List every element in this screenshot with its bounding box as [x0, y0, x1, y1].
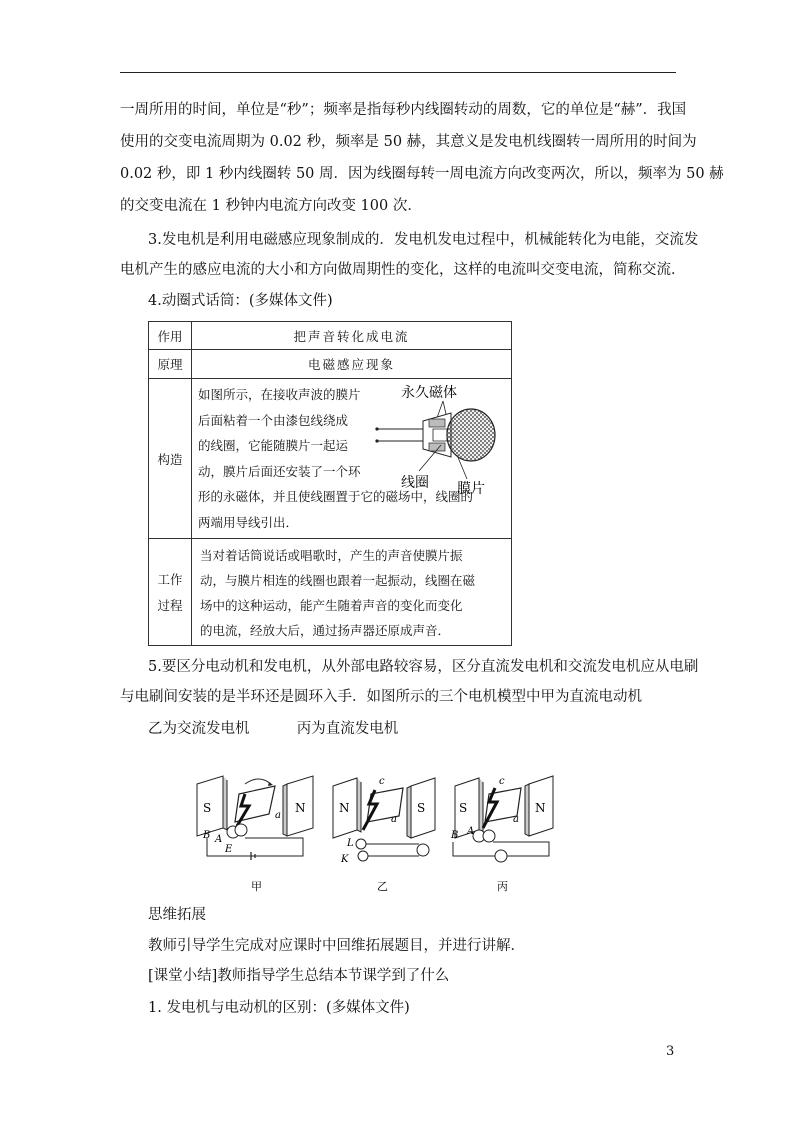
three-motor-models-figure: [195, 772, 555, 892]
label-membrane: 膜片: [457, 481, 485, 495]
label-ac-generator: 乙为交流发电机: [148, 721, 250, 737]
text-line: 一周所用的时间，单位是“秒”；频率是指每秒内线圈转动的周数，它的单位是“赫”．我国: [120, 102, 687, 118]
row-body: [192, 539, 512, 646]
letter: A: [215, 834, 223, 845]
cell-line: 当对着话筒说话或唱歌时，产生的声音使膜片振: [200, 548, 463, 563]
row-body: 把声音转化成电流: [192, 322, 512, 350]
cell-line: 动，与膜片相连的线圈也跟着一起振动，线圈在磁: [200, 573, 476, 588]
letter: K: [341, 854, 349, 865]
row-body: [192, 379, 512, 539]
label-dc-generator: 丙为直流发电机: [296, 721, 399, 737]
letter: B: [203, 830, 211, 841]
cell-line: 的线圈，它能随膜片一起运: [198, 438, 349, 453]
text-line: 0.02 秒，即 1 秒内线圈转 50 周．因为线圈每转一周电流方向改变两次，所以，频率为 50 赫: [120, 166, 724, 182]
header-rule: [120, 72, 676, 73]
cell-line: 形的永磁体，并且使线圈置于它的磁场中，线圈的: [198, 489, 474, 504]
row-head: 原理: [149, 350, 192, 379]
caption: 甲: [251, 880, 262, 892]
class-summary: [课堂小结]教师指导学生总结本节课学到了什么: [148, 968, 450, 984]
caption: 乙: [377, 880, 388, 892]
model-jia: [197, 776, 313, 892]
text-line: 5.要区分电动机和发电机，从外部电路较容易，区分直流发电机和交流发电机应从电刷: [148, 659, 699, 675]
letter: a: [513, 814, 519, 825]
page-number: 3: [666, 1044, 675, 1059]
text-line: 电机产生的感应电流的大小和方向做周期性的变化，这样的电流叫交变电流，简称交流．: [120, 262, 686, 278]
table-row: [149, 350, 512, 379]
row-body: 电磁感应现象: [192, 350, 512, 379]
letter: S: [417, 801, 426, 815]
letter: B: [451, 830, 459, 841]
letter: N: [535, 801, 546, 815]
table-row: [149, 539, 512, 646]
letter: S: [459, 801, 468, 815]
row-head: [149, 539, 192, 646]
letter: S: [203, 801, 212, 815]
text-line: 3.发电机是利用电磁感应现象制成的．发电机发电过程中，机械能转化为电能，交流发: [148, 232, 699, 248]
row-head-line: 过程: [157, 598, 183, 613]
item-moving-coil-microphone: 4.动圈式话筒：(多媒体文件): [148, 293, 333, 309]
letter: a: [275, 810, 281, 821]
row-head: 构造: [149, 379, 192, 539]
letter: c: [499, 776, 505, 787]
heading-thinking-extension: 思维拓展: [148, 907, 206, 923]
letter: N: [295, 801, 306, 815]
letter: a: [391, 814, 397, 825]
caption: 丙: [497, 880, 508, 892]
row-head: 作用: [149, 322, 192, 350]
table-row: [149, 322, 512, 350]
cell-line: 两端用导线引出．: [198, 514, 299, 530]
cell-line: 如图所示，在接收声波的膜片: [198, 387, 361, 402]
letter: N: [339, 801, 350, 815]
cell-line: 的电流，经放大后，通过扬声器还原成声音．: [200, 623, 451, 638]
cell-line: 场中的这种运动，能产生随着声音的变化而变化: [200, 598, 463, 613]
letter: E: [225, 844, 233, 855]
cell-line: 后面粘着一个由漆包线绕成: [198, 412, 349, 428]
label-coil: 线圈: [401, 475, 429, 491]
label-magnet: 永久磁体: [401, 385, 457, 401]
paragraph-teacher: 教师引导学生完成对应课时中回维拓展题目，并进行讲解．: [148, 938, 525, 954]
letter: A: [467, 826, 475, 837]
text-line: 的交变电流在 1 秒钟内电流方向改变 100 次．: [120, 198, 422, 214]
text-line: 与电刷间安装的是半环还是圆环入手．如图所示的三个电机模型中甲为直流电动机: [120, 689, 642, 705]
microphone-table: [148, 321, 512, 646]
cell-line: 动，膜片后面还安装了一个环: [198, 463, 361, 479]
text-line: 使用的交变电流周期为 0.02 秒，频率是 50 赫，其意义是发电机线圈转一周所用的时间为: [120, 134, 697, 150]
row-head-line: 工作: [157, 572, 183, 587]
text-line: [148, 716, 708, 742]
letter: c: [379, 776, 385, 787]
microphone-diagram: [367, 383, 507, 495]
model-yi: [333, 776, 435, 892]
table-row: [149, 379, 512, 539]
model-bing: [450, 776, 553, 892]
summary-item-1: 1. 发电机与电动机的区别：(多媒体文件): [148, 1000, 410, 1016]
letter: L: [347, 838, 354, 849]
